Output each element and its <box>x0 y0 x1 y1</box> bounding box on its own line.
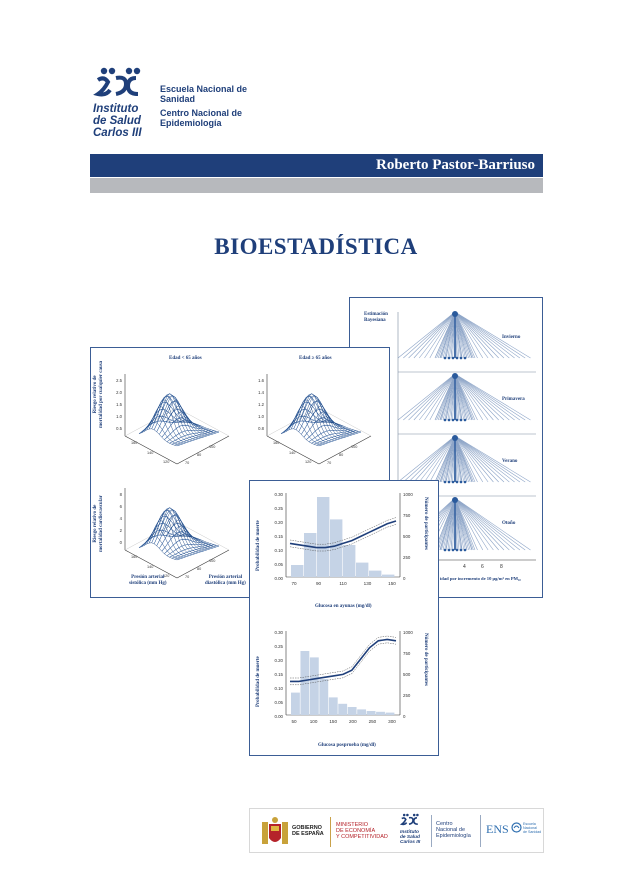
estimate-marker <box>452 357 455 360</box>
bayesian-label: Estimación Bayesiana <box>364 312 388 323</box>
histogram-bar <box>338 704 347 715</box>
isciii-wordmark: Instituto de Salud Carlos III <box>93 103 142 139</box>
y-tick: 0.30 <box>274 492 283 497</box>
plot-title: Edad ≥ 65 años <box>299 356 332 361</box>
ens-logo: ENS <box>486 822 509 836</box>
estimate-marker <box>460 419 463 422</box>
z-tick: 1.4 <box>258 390 264 395</box>
base-tick: 70 <box>185 575 190 579</box>
histogram-bar <box>329 697 338 715</box>
y2-tick: 250 <box>403 555 411 560</box>
x-tick: 8 <box>500 564 503 570</box>
histogram-bar <box>369 571 381 577</box>
z-tick: 4 <box>119 516 122 521</box>
ministerio-label: MINISTERIO DE ECONOMÍA Y COMPETITIVIDAD <box>336 822 388 840</box>
gobierno-label: GOBIERNO DE ESPAÑA <box>292 825 324 837</box>
histogram-bar <box>317 497 329 577</box>
histogram-bar <box>304 533 316 577</box>
y-tick: 0.30 <box>274 630 283 635</box>
y2-axis-label: Número de participantes <box>423 497 428 550</box>
z-tick: 2 <box>119 528 122 533</box>
z-tick: 8 <box>119 492 122 497</box>
histogram-bar <box>319 679 328 715</box>
x-tick: 6 <box>481 564 484 570</box>
y2-tick: 0 <box>403 576 406 581</box>
estimate-marker <box>456 357 459 360</box>
base-tick: 160 <box>273 441 280 445</box>
y2-tick: 500 <box>403 534 411 539</box>
estimate-marker <box>452 497 458 503</box>
y-tick: 0.00 <box>274 576 283 581</box>
base-tick: 120 <box>163 460 170 464</box>
season-label: Invierno <box>502 335 521 340</box>
histogram-bar <box>367 711 376 715</box>
surface-mesh-line <box>166 520 204 551</box>
institutional-footer <box>249 808 544 853</box>
estimate-marker <box>464 419 467 422</box>
z-tick: 1.5 <box>116 402 122 407</box>
surface-mesh-line <box>142 536 180 559</box>
z-tick: 6 <box>119 504 122 509</box>
histogram-bar <box>348 707 357 715</box>
isciii-emblem-icon <box>398 813 424 829</box>
y2-axis-label: Número de participantes <box>423 633 428 686</box>
season-label: Verano <box>502 459 518 464</box>
z-tick: 1.6 <box>258 378 264 383</box>
x-tick: 200 <box>348 719 357 724</box>
estimate-marker <box>452 481 455 484</box>
divider <box>480 815 481 847</box>
estimate-marker <box>460 357 463 360</box>
estimate-marker <box>452 419 455 422</box>
surface-mesh-line <box>139 543 177 560</box>
y2-tick: 500 <box>403 672 411 677</box>
z-tick: 1.2 <box>258 402 264 407</box>
z-axis-label: Riesgo relativo de mortalidad cardiovascular <box>93 495 104 552</box>
surface-mesh-line <box>281 421 323 434</box>
estimate-marker <box>460 549 463 552</box>
y2-tick: 0 <box>403 714 406 719</box>
surface-mesh-line <box>139 535 181 548</box>
estimate-marker <box>448 357 451 360</box>
x-tick: 250 <box>368 719 377 724</box>
plot-title: Edad < 65 años <box>169 356 202 361</box>
base-tick: 140 <box>147 451 154 455</box>
y2-tick: 250 <box>403 693 411 698</box>
surface-mesh-line <box>308 406 346 437</box>
y-tick: 0.20 <box>274 658 283 663</box>
histogram-bar <box>291 565 303 577</box>
z-tick: 2.0 <box>116 390 122 395</box>
z-tick: 2.5 <box>116 378 122 383</box>
y2-tick: 750 <box>403 651 411 656</box>
estimate-marker <box>456 549 459 552</box>
estimate-marker <box>464 357 467 360</box>
y-tick: 0.20 <box>274 520 283 525</box>
x-tick: 50 <box>291 719 297 724</box>
isciii-emblem-icon <box>90 66 152 106</box>
base-tick: 100 <box>209 445 216 449</box>
histogram-bar <box>356 563 368 577</box>
estimate-marker <box>444 419 447 422</box>
estimate-marker <box>448 481 451 484</box>
estimate-marker <box>444 481 447 484</box>
grey-divider-bar <box>90 178 543 193</box>
surface-mesh-line <box>284 422 322 445</box>
y-tick: 0.25 <box>274 644 283 649</box>
y-tick: 0.15 <box>274 672 283 677</box>
organization-names: Escuela Nacional de Sanidad Centro Nacional de Epidemiología <box>160 84 248 128</box>
x-tick: 100 <box>309 719 318 724</box>
histogram-bar <box>343 545 355 577</box>
z-tick: 0 <box>119 540 122 545</box>
base-tick: 160 <box>131 555 138 559</box>
estimate-marker <box>448 419 451 422</box>
author-name: Roberto Pastor-Barriuso <box>376 157 535 173</box>
coat-of-arms-icon <box>260 816 290 848</box>
base-tick: 80 <box>197 567 202 571</box>
histogram-bar <box>382 575 394 577</box>
x-axis-label: Glucosa en ayunas (mg/dl) <box>315 604 372 609</box>
estimate-marker <box>460 481 463 484</box>
y-tick: 0.05 <box>274 562 283 567</box>
base-tick: 120 <box>305 460 312 464</box>
y-tick: 0.15 <box>274 534 283 539</box>
estimate-marker <box>464 549 467 552</box>
divider <box>431 815 432 847</box>
y-tick: 0.25 <box>274 506 283 511</box>
surface-mesh-line <box>139 421 181 434</box>
cne-label: Centro Nacional de Epidemiología <box>436 821 471 839</box>
y-tick: 0.05 <box>274 700 283 705</box>
x-tick: 90 <box>315 581 322 586</box>
ens-emblem-icon <box>511 822 522 833</box>
histogram-bar <box>291 693 300 715</box>
x-tick: 150 <box>388 581 396 586</box>
y-axis-label: Probabilidad de muerte <box>256 656 261 707</box>
y-tick: 0.10 <box>274 686 283 691</box>
book-title: BIOESTADÍSTICA <box>214 234 418 259</box>
histogram-bar <box>357 709 366 715</box>
z-axis-label: Riesgo relativo de mortalidad por cualquier causa <box>93 360 104 428</box>
x-tick: 300 <box>388 719 396 724</box>
base-tick: 80 <box>197 453 202 457</box>
y2-tick: 1000 <box>403 630 413 635</box>
divider <box>330 817 331 847</box>
base-tick: 100 <box>351 445 358 449</box>
probability-plots-panel <box>249 480 439 756</box>
base-tick: 100 <box>209 559 216 563</box>
author-bar <box>90 154 543 177</box>
x-tick: 70 <box>291 581 297 586</box>
histogram-bar <box>310 657 319 715</box>
y-tick: 0.10 <box>274 548 283 553</box>
surface-mesh-line <box>166 406 204 437</box>
base-tick: 80 <box>339 453 344 457</box>
isciii-small-label: Instituto de Salud Carlos III <box>400 830 421 845</box>
y-axis-label: Presión arterial diastólica (mm Hg) <box>205 575 246 586</box>
y-axis-label: Probabilidad de muerte <box>256 520 261 571</box>
surface-mesh-line <box>142 422 180 445</box>
x-tick: 150 <box>329 719 338 724</box>
y2-tick: 750 <box>403 513 411 518</box>
season-label: Primavera <box>502 397 525 402</box>
x-tick: 4 <box>463 564 466 570</box>
estimate-marker <box>452 373 458 379</box>
estimate-marker <box>452 311 458 317</box>
histogram-bar <box>330 519 342 577</box>
histogram-bar <box>376 712 385 715</box>
y-tick: 0.00 <box>274 714 283 719</box>
y2-tick: 1000 <box>403 492 413 497</box>
estimate-marker <box>452 549 455 552</box>
probability-graphic <box>250 481 438 755</box>
x-axis-label: Presión arterial sistólica (mm Hg) <box>129 575 167 586</box>
x-tick: 110 <box>339 581 347 586</box>
estimate-marker <box>464 481 467 484</box>
season-label: Otoño <box>502 521 516 526</box>
histogram-bar <box>300 651 309 715</box>
z-tick: 1.0 <box>116 414 122 419</box>
z-tick: 0.8 <box>258 426 264 431</box>
base-tick: 70 <box>185 461 190 465</box>
z-tick: 1.0 <box>258 414 264 419</box>
base-tick: 140 <box>289 451 296 455</box>
base-tick: 160 <box>131 441 138 445</box>
x-tick: 130 <box>363 581 372 586</box>
ens-sub-label: Escuela Nacional de Sanidad <box>523 822 542 834</box>
z-tick: 0.5 <box>116 426 122 431</box>
surface-mesh-line <box>281 429 319 446</box>
base-tick: 140 <box>147 565 154 569</box>
base-tick: 120 <box>163 574 170 578</box>
base-tick: 70 <box>327 461 332 465</box>
estimate-marker <box>456 481 459 484</box>
surface-mesh-line <box>139 429 177 446</box>
histogram-bar <box>386 713 395 715</box>
estimate-marker <box>456 419 459 422</box>
estimate-marker <box>452 435 458 441</box>
x-axis-label: idad por incremento de 10 µg/m³ en PM₁₀ <box>440 576 521 581</box>
estimate-marker <box>448 549 451 552</box>
estimate-marker <box>444 549 447 552</box>
x-axis-label: Glucosa posprueba (mg/dl) <box>318 743 376 748</box>
estimate-marker <box>444 357 447 360</box>
